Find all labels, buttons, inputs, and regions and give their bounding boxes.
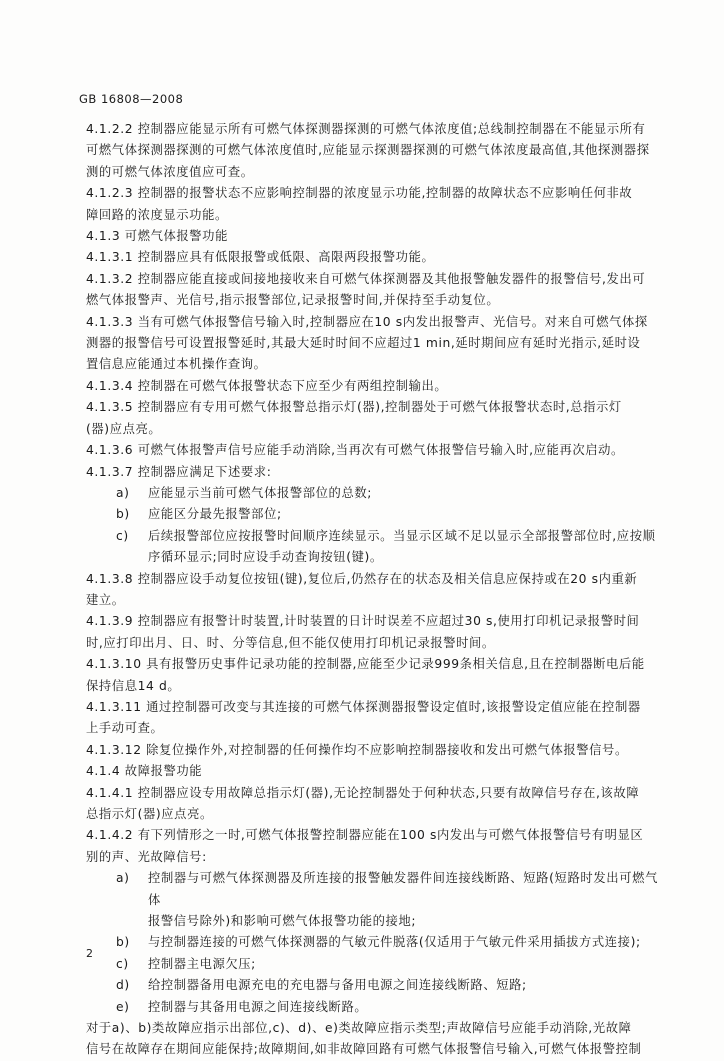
text-line: 4.1.3.5 控制器应有专用可燃气体报警总指示灯(器),控制器处于可燃气体报警状态时,总指示灯 [86, 400, 622, 415]
text-line: 测器的报警信号可设置报警延时,其最大延时时间不应超过1 min,延时期间应有延时光指示,延时设 [86, 336, 641, 351]
text-line: 4.1.3.4 控制器在可燃气体报警状态下应至少有两组控制输出。 [86, 378, 448, 393]
body-text [86, 119, 658, 1061]
text-line: 4.1.3.10 具有报警历史事件记录功能的控制器,应能至少记录999条相关信息,且在控制器断电后能 [86, 657, 645, 672]
text-line: 4.1.3.3 当有可燃气体报警信号输入时,控制器应在10 s内发出报警声、光信号。对来自可燃气体探 [86, 314, 648, 329]
list-item-marker: a) [116, 871, 130, 886]
page-number: 2 [86, 947, 93, 960]
text-line: 可燃气体探测器探测的可燃气体浓度值时,应能显示探测器探测的可燃气体浓度最高值,其他探测器探 [86, 143, 650, 158]
list-item [86, 504, 658, 525]
text-line: 建立。 [86, 592, 125, 607]
text-line: 4.1.4.2 有下列情形之一时,可燃气体报警控制器应能在100 s内发出与可燃气体报警信号有明显区 [86, 828, 644, 843]
text-line: 4.1.4.1 控制器应设专用故障总指示灯(器),无论控制器处于何种状态,只要有故障信号存在,该故障 [86, 785, 640, 800]
list-item-text: 序循环显示;同时应设手动查询按钮(键)。 [148, 550, 383, 565]
text-line: 4.1.3.8 控制器应设手动复位按钮(键),复位后,仍然存在的状态及相关信息应保持或在20 s内重新 [86, 571, 638, 586]
list-item [86, 997, 658, 1018]
list-item-text: 应能显示当前可燃气体报警部位的总数; [148, 485, 372, 500]
list-item-text: 应能区分最先报警部位; [148, 507, 282, 522]
text-line: 4.1.2.3 控制器的报警状态不应影响控制器的浓度显示功能,控制器的故障状态不应影响任何非故 [86, 186, 633, 201]
text-line: 信号在故障存在期间应能保持;故障期间,如非故障回路有可燃气体报警信号输入,可燃气体报警控制 [86, 1042, 642, 1057]
text-line: 4.1.3.6 可燃气体报警声信号应能手动消除,当再次有可燃气体报警信号输入时,应能再次启动。 [86, 443, 624, 458]
text-line: 4.1.3.7 控制器应满足下述要求: [86, 464, 272, 479]
list-item-marker: d) [116, 978, 130, 993]
text-line: 总指示灯(器)应点亮。 [86, 807, 213, 821]
text-line: 4.1.3 可燃气体报警功能 [86, 229, 228, 244]
text-line: 保持信息14 d。 [86, 678, 181, 693]
text-line: 上手动可查。 [86, 721, 164, 736]
text-line: 置信息应能通过本机操作查询。 [86, 357, 267, 372]
list-item [86, 932, 658, 953]
text-line: (器)应点亮。 [86, 421, 162, 436]
text-line: 障回路的浓度显示功能。 [86, 207, 228, 222]
list-item [86, 954, 658, 975]
text-line: 别的声、光故障信号: [86, 849, 207, 864]
list-item [86, 526, 658, 547]
list-item-text: 报警信号除外)和影响可燃气体报警功能的接地; [148, 914, 417, 929]
list-item-marker: b) [116, 935, 130, 950]
text-line: 对于a)、b)类故障应指示出部位,c)、d)、e)类故障应指示类型;声故障信号应能手动消除,光故障 [86, 1021, 632, 1036]
list-item-continuation [86, 547, 658, 568]
list-item [86, 483, 658, 504]
text-line: 测的可燃气体浓度值应可查。 [86, 164, 254, 179]
list-item-text: 控制器与其备用电源之间连接线断路。 [148, 999, 368, 1014]
list-item-continuation [86, 911, 658, 932]
text-line: 4.1.3.2 控制器应能直接或间接地接收来自可燃气体探测器及其他报警触发器件的报警信号,发出可 [86, 271, 646, 286]
list-item-marker: a) [116, 485, 130, 500]
list-item-text: 控制器主电源欠压; [148, 956, 256, 971]
list-item-marker: c) [116, 528, 129, 543]
text-line: 4.1.3.12 除复位操作外,对控制器的任何操作均不应影响控制器接收和发出可燃气体报警信号。 [86, 742, 628, 757]
list-item-marker: e) [116, 999, 130, 1014]
text-line: 4.1.3.9 控制器应有报警计时装置,计时装置的日计时误差不应超过30 s,使用打印机记录报警时间 [86, 614, 640, 629]
list-item-text: 控制器与可燃气体探测器及所连接的报警触发器件间连接线断路、短路(短路时发出可燃气体 [148, 871, 658, 907]
standard-header: GB 16808—2008 [79, 92, 184, 106]
text-line: 4.1.4 故障报警功能 [86, 764, 203, 779]
text-line: 4.1.3.1 控制器应具有低限报警或低限、高限两段报警功能。 [86, 250, 435, 265]
text-line: 4.1.2.2 控制器应能显示所有可燃气体探测器探测的可燃气体浓度值;总线制控制器在不能显示所有 [86, 122, 646, 136]
list-item-text: 给控制器备用电源充电的充电器与备用电源之间连接线断路、短路; [148, 978, 527, 993]
list-item-marker: b) [116, 507, 130, 522]
list-item-marker: c) [116, 956, 129, 971]
list-item-text: 后续报警部位应按报警时间顺序连续显示。当显示区域不足以显示全部报警部位时,应按顺 [148, 528, 656, 543]
list-item-text: 与控制器连接的可燃气体探测器的气敏元件脱落(仅适用于气敏元件采用插拔方式连接); [148, 935, 641, 950]
list-item [86, 975, 658, 996]
text-line: 燃气体报警声、光信号,指示报警部位,记录报警时间,并保持至手动复位。 [86, 293, 500, 308]
list-item [86, 868, 658, 911]
text-line: 时,应打印出月、日、时、分等信息,但不能仅使用打印机记录报警时间。 [86, 635, 495, 650]
text-line: 4.1.3.11 通过控制器可改变与其连接的可燃气体探测器报警设定值时,该报警设定值应能在控制器 [86, 699, 641, 714]
